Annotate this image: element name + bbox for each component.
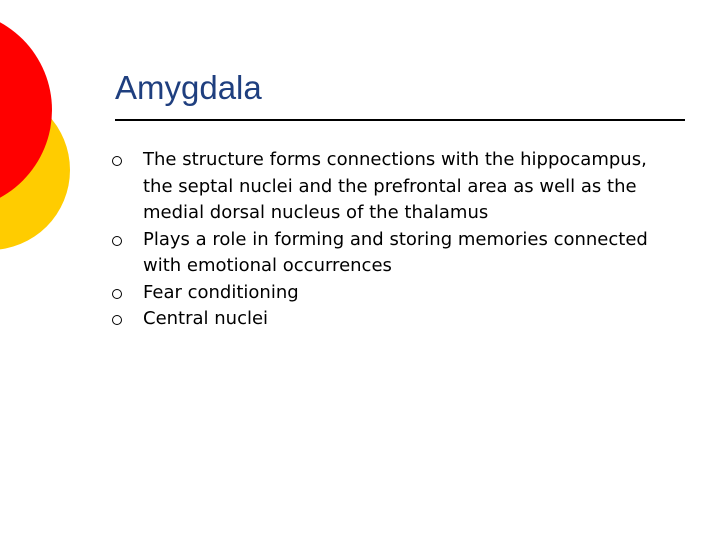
hollow-circle-icon [112,315,122,325]
bullet-text: The structure forms connections with the hippocampus, the septal nuclei and the prefrontal area as well as the medial dorsal nucleus of the thalamus [143,149,647,223]
bullet-list [112,147,672,333]
hollow-circle-icon [112,236,122,246]
slide-title: Amygdala [115,69,262,106]
bullet-text: Fear conditioning [143,281,299,303]
bullet-item [112,227,672,280]
hollow-circle-icon [112,289,122,299]
title-divider [115,119,685,121]
bullet-item [112,147,672,227]
hollow-circle-icon [112,156,122,166]
bullet-item [112,280,672,307]
bullet-text: Plays a role in forming and storing memories connected with emotional occurrences [143,228,648,276]
decorative-circles [0,0,120,300]
bullet-text: Central nuclei [143,308,269,329]
bullet-item [112,306,672,333]
